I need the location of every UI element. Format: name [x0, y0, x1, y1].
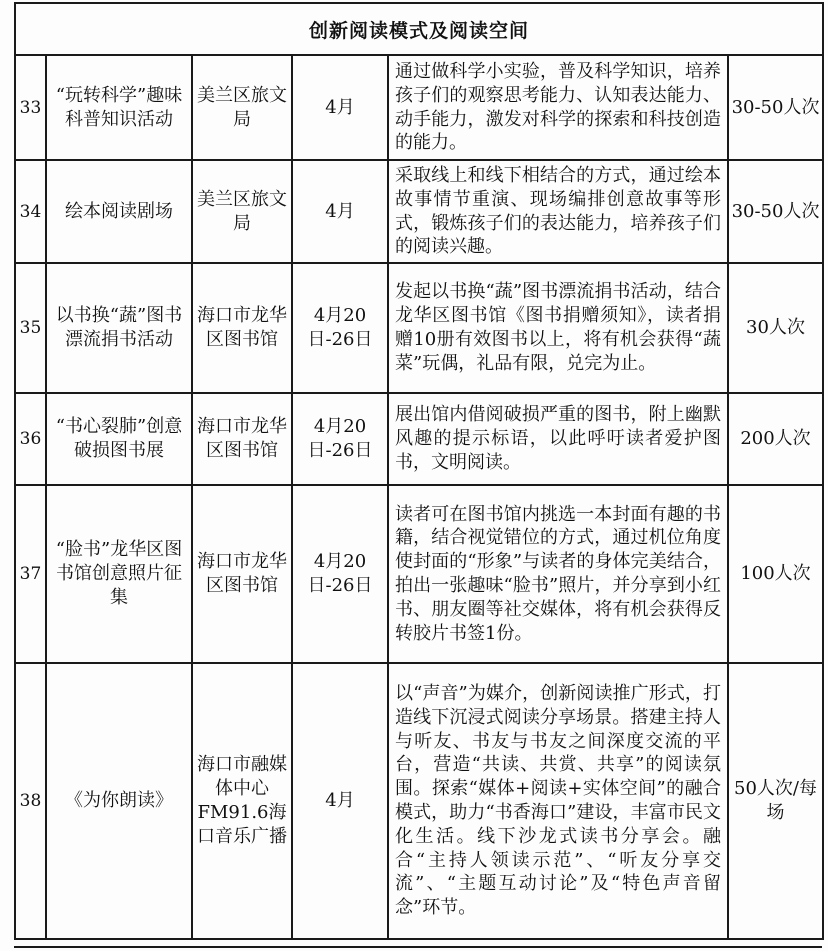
table-row — [15, 160, 823, 263]
table-row — [15, 55, 823, 160]
activity-time: 4月20日-26日 — [292, 393, 388, 485]
activity-time: 4月20日-26日 — [292, 263, 388, 393]
row-number: 34 — [15, 160, 46, 263]
organizer: 海口市龙华区图书馆 — [192, 485, 292, 663]
table-row — [15, 663, 823, 939]
row-number: 37 — [15, 485, 46, 663]
table-row — [15, 393, 823, 485]
activity-time: 4月 — [292, 663, 388, 939]
table-row — [15, 263, 823, 393]
participant-count: 30-50人次 — [728, 160, 823, 263]
activity-table — [14, 2, 824, 940]
section-title: 创新阅读模式及阅读空间 — [15, 3, 823, 55]
organizer: 海口市龙华区图书馆 — [192, 263, 292, 393]
activity-name: 以书换“蔬”图书漂流捐书活动 — [46, 263, 192, 393]
activity-name: “脸书”龙华区图书馆创意照片征集 — [46, 485, 192, 663]
organizer: 美兰区旅文局 — [192, 55, 292, 160]
row-number: 38 — [15, 663, 46, 939]
participant-count: 50人次/每场 — [728, 663, 823, 939]
activity-description: 以“声音”为媒介，创新阅读推广形式，打造线下沉浸式阅读分享场景。搭建主持人与听友、书友与书友之间深度交流的平台，营造“共读、共赏、共享”的阅读氛围。探索“媒体+阅读+实体空间”的融合模式，助力“书香海口”建设，丰富市民文化生活。线下沙龙式读书分享会。融合“主持人领读示范”、“听友分享交流”、“主题互动讨论”及“特色声音留念”环节。 — [388, 663, 728, 939]
activity-time: 4月20日-26日 — [292, 485, 388, 663]
row-number: 33 — [15, 55, 46, 160]
participant-count: 200人次 — [728, 393, 823, 485]
table-row — [15, 485, 823, 663]
participant-count: 100人次 — [728, 485, 823, 663]
section-title-row — [15, 3, 823, 55]
organizer: 美兰区旅文局 — [192, 160, 292, 263]
row-number: 36 — [15, 393, 46, 485]
activity-time: 4月 — [292, 55, 388, 160]
organizer: 海口市龙华区图书馆 — [192, 393, 292, 485]
table-bottom-border — [14, 946, 822, 948]
activity-name: 《为你朗读》 — [46, 663, 192, 939]
activity-name: 绘本阅读剧场 — [46, 160, 192, 263]
row-number: 35 — [15, 263, 46, 393]
activity-time: 4月 — [292, 160, 388, 263]
activity-description: 展出馆内借阅破损严重的图书，附上幽默风趣的提示标语，以此呼吁读者爱护图书，文明阅读。 — [388, 393, 728, 485]
activity-name: “书心裂肺”创意破损图书展 — [46, 393, 192, 485]
activity-description: 读者可在图书馆内挑选一本封面有趣的书籍，结合视觉错位的方式，通过机位角度使封面的“形象”与读者的身体完美结合，拍出一张趣味“脸书”照片，并分享到小红书、朋友圈等社交媒体，将有机会获得反转胶片书签1份。 — [388, 485, 728, 663]
activity-description: 发起以书换“蔬”图书漂流捐书活动，结合龙华区图书馆《图书捐赠须知》，读者捐赠10册有效图书以上，将有机会获得“蔬菜”玩偶，礼品有限，兑完为止。 — [388, 263, 728, 393]
activity-name: “玩转科学”趣味科普知识活动 — [46, 55, 192, 160]
organizer: 海口市融媒体中心FM91.6海口音乐广播 — [192, 663, 292, 939]
activity-description: 通过做科学小实验，普及科学知识，培养孩子们的观察思考能力、认知表达能力、动手能力，激发对科学的探索和科技创造的能力。 — [388, 55, 728, 160]
participant-count: 30人次 — [728, 263, 823, 393]
participant-count: 30-50人次 — [728, 55, 823, 160]
activity-description: 采取线上和线下相结合的方式，通过绘本故事情节重演、现场编排创意故事等形式，锻炼孩子们的表达能力，培养孩子们的阅读兴趣。 — [388, 160, 728, 263]
